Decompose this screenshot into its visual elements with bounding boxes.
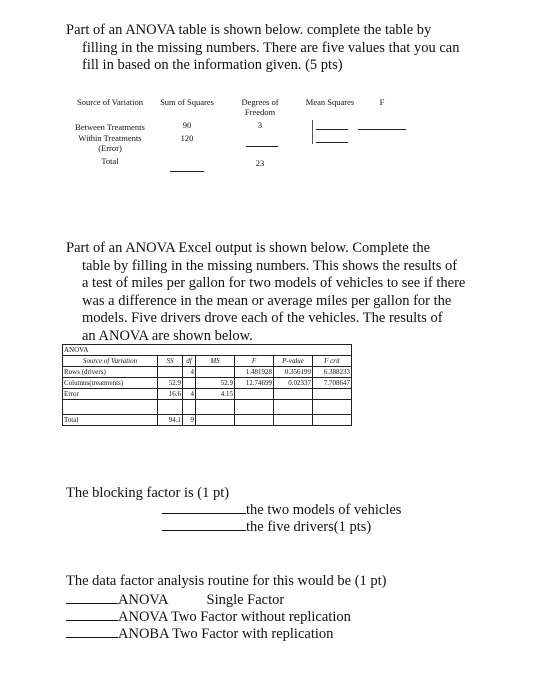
excel-header-source: Source of Variation xyxy=(63,356,158,367)
row-total-df: 23 xyxy=(255,158,265,168)
q3-option-1-label: the two models of vehicles xyxy=(246,502,402,518)
q4-option-1-label-a: ANOVA xyxy=(118,592,169,608)
row-between-label: Between Treatments xyxy=(75,122,145,132)
table-row xyxy=(63,415,352,426)
row-within-label-error: (Error) xyxy=(98,143,122,153)
excel-cell-input[interactable] xyxy=(196,367,235,378)
question-2-text xyxy=(66,240,496,345)
q4-option-1[interactable] xyxy=(66,591,284,610)
answer-blank[interactable] xyxy=(162,501,246,514)
blank-between-ms[interactable] xyxy=(316,129,348,130)
excel-cell xyxy=(63,400,158,415)
excel-cell: Total xyxy=(63,415,158,426)
excel-cell: 1.481928 xyxy=(235,367,274,378)
excel-cell: 16.6 xyxy=(158,389,183,400)
excel-cell xyxy=(235,415,274,426)
question-4-text: The data factor analysis routine for this would be (1 pt) xyxy=(66,573,387,589)
excel-cell xyxy=(196,415,235,426)
blank-total-ss[interactable] xyxy=(170,171,204,172)
excel-cell: Error xyxy=(63,389,158,400)
q1-line-1: Part of an ANOVA table is shown below. complete the table by xyxy=(66,22,432,38)
row-within-ss: 120 xyxy=(180,133,194,143)
header-f: F xyxy=(379,97,385,107)
row-within-label: Within Treatments xyxy=(78,133,142,143)
excel-header-row xyxy=(63,356,352,367)
excel-header-ms: MS xyxy=(196,356,235,367)
q2-line-6: an ANOVA are shown below. xyxy=(82,327,253,344)
excel-cell xyxy=(183,400,196,415)
header-ss: Sum of Squares xyxy=(160,97,214,107)
table-row xyxy=(63,400,352,415)
excel-header-df: df xyxy=(183,356,196,367)
q4-option-2-label: ANOVA Two Factor without replication xyxy=(118,609,351,625)
excel-cell xyxy=(196,400,235,415)
table-row xyxy=(63,367,352,378)
excel-cell xyxy=(274,389,313,400)
q1-line-3: fill in based on the information given. (5 pts) xyxy=(82,57,343,73)
table-row xyxy=(63,389,352,400)
excel-cell xyxy=(274,400,313,415)
q4-option-3[interactable] xyxy=(66,625,333,644)
q4-option-3-label: ANOBA Two Factor with replication xyxy=(118,626,334,642)
excel-cell: 4.15 xyxy=(196,389,235,400)
q2-line-5: models. Five drivers drove each of the vehicles. The results of xyxy=(82,310,443,326)
q3-option-1[interactable] xyxy=(162,501,401,520)
answer-blank[interactable] xyxy=(162,518,246,531)
q2-line-4: was a difference in the mean or average miles per gallon for the xyxy=(82,292,452,309)
q3-option-2-label: the five drivers(1 pts) xyxy=(246,519,372,535)
q2-line-2: table by filling in the missing numbers. This shows the results of xyxy=(82,257,458,274)
row-between-df: 3 xyxy=(257,120,263,130)
header-df-1: Degrees of xyxy=(241,97,279,107)
excel-cell: Columns(treatments) xyxy=(63,378,158,389)
excel-cell xyxy=(158,400,183,415)
excel-cell: 0.02337 xyxy=(274,378,313,389)
answer-blank[interactable] xyxy=(66,625,118,638)
excel-header-f: F xyxy=(235,356,274,367)
excel-cell xyxy=(313,389,352,400)
divider-line xyxy=(312,120,313,144)
q1-line-2: filling in the missing numbers. There are five values that you can xyxy=(82,39,460,56)
excel-cell: 94.1 xyxy=(158,415,183,426)
excel-cell xyxy=(235,389,274,400)
header-ms: Mean Squares xyxy=(305,97,355,107)
excel-anova-table xyxy=(62,344,352,426)
blank-between-f[interactable] xyxy=(358,129,406,130)
excel-header-ss: SS xyxy=(158,356,183,367)
excel-cell: 4 xyxy=(183,367,196,378)
excel-cell: 9 xyxy=(183,415,196,426)
excel-cell xyxy=(313,400,352,415)
excel-cell: 52.9 xyxy=(158,378,183,389)
answer-blank[interactable] xyxy=(66,608,118,621)
excel-cell-input[interactable] xyxy=(183,378,196,389)
excel-cell xyxy=(235,400,274,415)
excel-cell: Rows (drivers) xyxy=(63,367,158,378)
header-source: Source of Variation xyxy=(77,97,143,107)
row-between-ss: 90 xyxy=(182,120,192,130)
row-total-label: Total xyxy=(101,156,119,166)
q2-line-1: Part of an ANOVA Excel output is shown below. Complete the xyxy=(66,240,431,256)
excel-header-pvalue: P-value xyxy=(274,356,313,367)
q4-option-1-label-b: Single Factor xyxy=(206,592,285,608)
q3-option-2[interactable] xyxy=(162,518,371,537)
blank-within-ms[interactable] xyxy=(316,142,348,143)
excel-cell: 6.388233 xyxy=(313,367,352,378)
excel-header-fcrit: F crit xyxy=(313,356,352,367)
header-df-2: Freedom xyxy=(244,107,276,117)
q2-line-3: a test of miles per gallon for two models of vehicles to see if there xyxy=(82,275,466,291)
blank-within-df[interactable] xyxy=(246,146,278,147)
q4-option-2[interactable] xyxy=(66,608,351,627)
excel-cell: 12.74699 xyxy=(235,378,274,389)
excel-title: ANOVA xyxy=(63,345,352,356)
excel-cell: 4 xyxy=(183,389,196,400)
excel-cell xyxy=(313,415,352,426)
excel-cell: 0.356199 xyxy=(274,367,313,378)
question-3-text: The blocking factor is (1 pt) xyxy=(66,485,230,501)
table-row xyxy=(63,378,352,389)
excel-cell-input[interactable] xyxy=(158,367,183,378)
answer-blank[interactable] xyxy=(66,591,118,604)
excel-cell: 7.708647 xyxy=(313,378,352,389)
excel-cell: 52.9 xyxy=(196,378,235,389)
anova-table-1 xyxy=(0,0,554,200)
excel-cell xyxy=(274,415,313,426)
